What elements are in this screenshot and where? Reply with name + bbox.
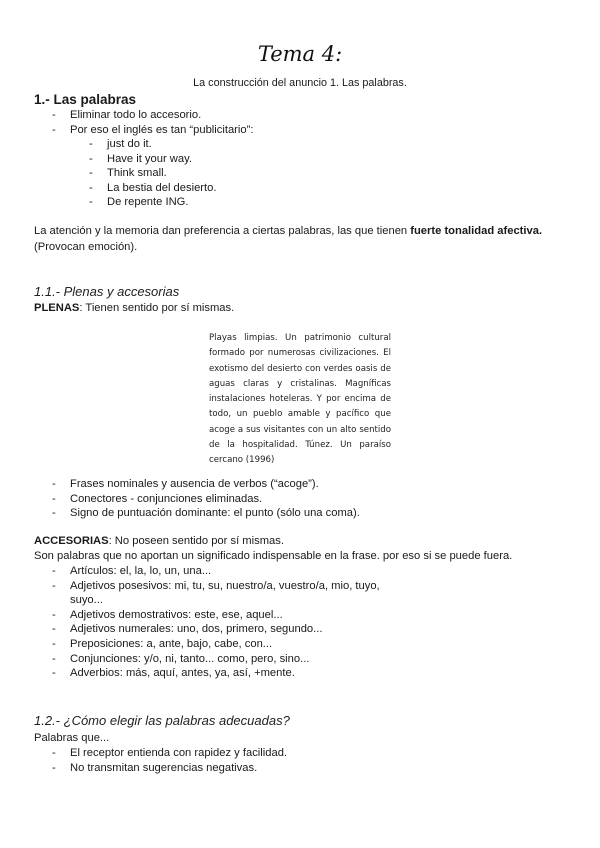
accesorias-list xyxy=(52,564,380,681)
list-item: - Adjetivos demostrativos: este, ese, aquel... xyxy=(52,608,380,623)
list-item: - No transmitan sugerencias negativas. xyxy=(52,761,287,776)
list-item-continuation xyxy=(52,593,380,608)
accesorias-description: Son palabras que no aportan un significado indispensable en la frase. por eso si se puede fuera. xyxy=(34,550,513,562)
list-item: - Artículos: el, la, lo, un, una... xyxy=(52,564,380,579)
section-12-intro: Palabras que... xyxy=(34,732,110,744)
section-heading-plenas-accesorias: 1.1.- Plenas y accesorias xyxy=(34,284,180,299)
list-item: - Conjunciones: y/o, ni, tanto... como, pero, sino... xyxy=(52,652,380,667)
list-item: - Por eso el inglés es tan “publicitario”: xyxy=(52,123,253,138)
list-item: - La bestia del desierto. xyxy=(89,181,216,196)
list-item: - Adjetivos numerales: uno, dos, primero, segundo... xyxy=(52,622,380,637)
paragraph-bold-text: fuerte tonalidad afectiva. xyxy=(410,225,543,237)
list-item: - El receptor entienda con rapidez y facilidad. xyxy=(52,746,287,761)
list-item: - Frases nominales y ausencia de verbos (“acoge”). xyxy=(52,477,360,492)
list-item: - Adjetivos posesivos: mi, tu, su, nuestro/a, vuestro/a, mio, tuyo, xyxy=(52,579,380,594)
affective-paragraph xyxy=(34,224,564,255)
accesorias-text: : No poseen sentido por sí mismas. xyxy=(108,535,284,547)
accesorias-label: ACCESORIAS xyxy=(34,535,109,547)
list-item: - Have it your way. xyxy=(89,152,216,167)
choose-words-list xyxy=(52,746,287,775)
list-item: - Conectores - conjunciones eliminadas. xyxy=(52,492,360,507)
list-item: - De repente ING. xyxy=(89,195,216,210)
accesorias-definition xyxy=(34,534,284,548)
list-item: - just do it. xyxy=(89,137,216,152)
slogan-examples-list xyxy=(89,137,216,210)
list-item: - Adverbios: más, aquí, antes, ya, así, +mente. xyxy=(52,666,380,681)
paragraph-line-2: (Provocan emoción). xyxy=(34,240,138,253)
plenas-text: : Tienen sentido por sí mismas. xyxy=(79,302,235,314)
section-heading-las-palabras: 1.- Las palabras xyxy=(34,92,137,107)
plenas-features-list xyxy=(52,477,360,521)
page-title: Tema 4: xyxy=(257,42,343,66)
list-item: - Eliminar todo lo accesorio. xyxy=(52,108,253,123)
posesivos-continuation: suyo... xyxy=(70,594,103,607)
list-item: - Preposiciones: a, ante, bajo, cabe, con... xyxy=(52,637,380,652)
plenas-label: PLENAS xyxy=(34,302,80,314)
section-heading-elegir-palabras: 1.2.- ¿Cómo elegir las palabras adecuadas? xyxy=(34,713,290,728)
plenas-definition xyxy=(34,301,234,315)
principles-list xyxy=(52,108,253,137)
list-item: - Think small. xyxy=(89,166,216,181)
page-subtitle: La construcción del anuncio 1. Las palabras. xyxy=(193,77,407,89)
paragraph-text: La atención y la memoria dan preferencia a ciertas palabras, las que tienen xyxy=(34,225,411,237)
list-item: - Signo de puntuación dominante: el punto (sólo una coma). xyxy=(52,506,360,521)
ad-example-quote: Playas limpias. Un patrimonio cultural formado por numerosas civilizaciones. El exotismo del desierto con verdes oasis de aguas claras y cristalinas. Magníficas instalaciones hoteleras. Y por encima de todo, un pueblo amable y pacífico que acoge a sus visitantes con un alto sentido de la hospitalidad. Túnez. Un paraíso cercano (1996) xyxy=(209,333,391,466)
